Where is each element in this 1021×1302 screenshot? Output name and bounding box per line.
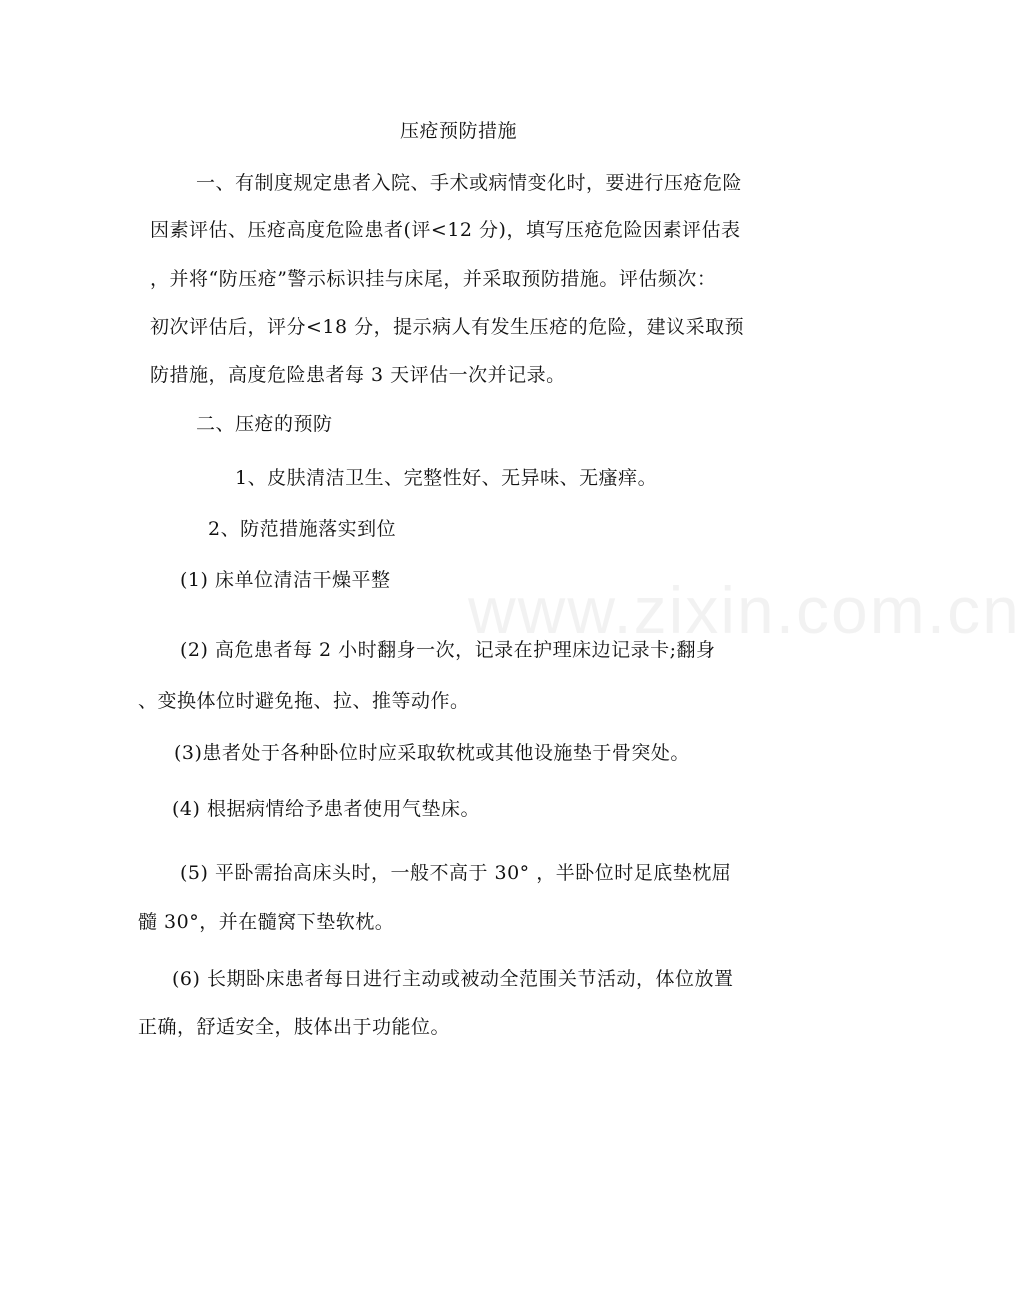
- watermark: www.zixin.com.cn: [468, 573, 1021, 647]
- measure-item: (2) 高危患者每 2 小时翻身一次，记录在护理床边记录卡;翻身: [180, 639, 716, 661]
- measure-item-continued: 、变换体位时避免拖、拉、推等动作。: [138, 690, 470, 712]
- list-item: 1、皮肤清洁卫生、完整性好、无异味、无瘙痒。: [235, 467, 658, 489]
- measure-item: (3)患者处于各种卧位时应采取软枕或其他设施垫于骨突处。: [174, 742, 690, 764]
- document-title: 压疮预防措施: [400, 120, 518, 142]
- measure-item: (4) 根据病情给予患者使用气垫床。: [172, 798, 480, 820]
- list-item: 2、防范措施落实到位: [208, 518, 397, 540]
- measure-item: (5) 平卧需抬高床头时，一般不高于 30° ，半卧位时足底垫枕屈: [180, 862, 732, 884]
- measure-item-continued: 髓 30°，并在髓窝下垫软枕。: [138, 911, 395, 933]
- paragraph-line: 一、有制度规定患者入院、手术或病情变化时，要进行压疮危险: [196, 172, 743, 194]
- paragraph-line: 因素评估、压疮高度危险患者(评<12 分)，填写压疮危险因素评估表: [150, 219, 741, 241]
- section-heading: 二、压疮的预防: [196, 413, 333, 435]
- paragraph-line: 防措施，高度危险患者每 3 天评估一次并记录。: [150, 364, 566, 386]
- measure-item: (6) 长期卧床患者每日进行主动或被动全范围关节活动，体位放置: [172, 968, 734, 990]
- measure-item-continued: 正确，舒适安全，肢体出于功能位。: [138, 1016, 451, 1038]
- paragraph-line: 初次评估后，评分<18 分，提示病人有发生压疮的危险，建议采取预: [150, 316, 745, 338]
- paragraph-line: ，并将“防压疮”警示标识挂与床尾，并采取预防措施。评估频次：: [150, 268, 717, 290]
- measure-item: (1) 床单位清洁干燥平整: [180, 569, 391, 591]
